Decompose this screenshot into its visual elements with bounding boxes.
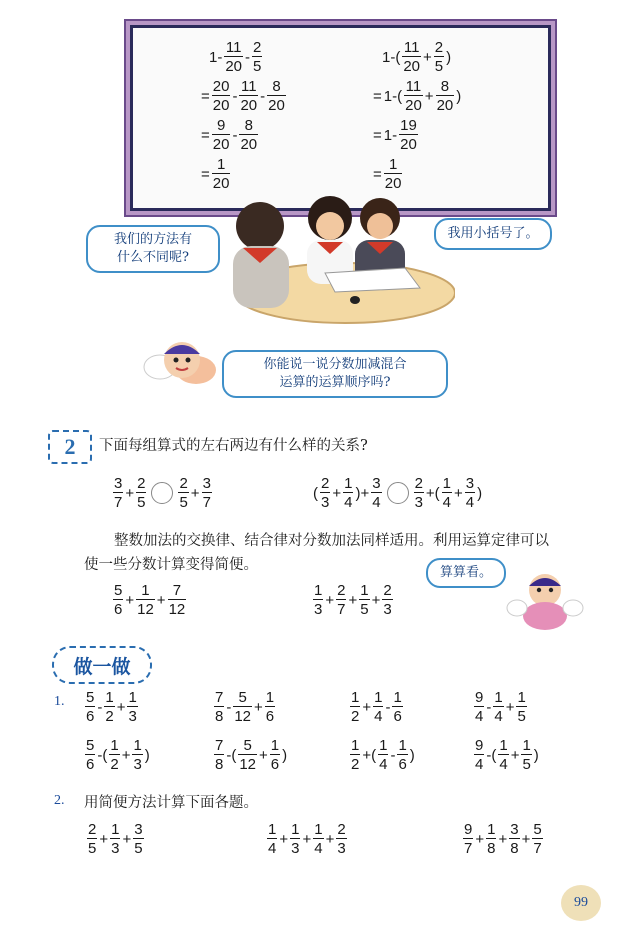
- board-left-line-2: [200, 79, 287, 113]
- numerator: 1: [133, 737, 142, 754]
- numerator: 1: [442, 475, 452, 492]
- fraction: [136, 476, 146, 510]
- operator: +: [423, 48, 432, 66]
- numerator: 1: [393, 689, 402, 706]
- compare-circle-left: [151, 482, 173, 504]
- section2-question: 下面每组算式的左右两边有什么样的关系?: [99, 438, 368, 454]
- numerator: 2: [179, 475, 188, 492]
- numerator: 1: [268, 821, 277, 838]
- fraction: [359, 583, 369, 617]
- practice-row3-expr-3: [462, 822, 544, 856]
- example-right: [312, 583, 394, 617]
- fraction: [168, 583, 187, 617]
- denominator: 4: [465, 494, 475, 511]
- denominator: 3: [133, 756, 142, 773]
- fraction: [214, 690, 224, 724]
- fraction: [509, 822, 519, 856]
- compare-left: [112, 476, 213, 510]
- numerator: 1: [314, 821, 323, 838]
- fraction: [463, 822, 473, 856]
- denominator: 20: [212, 136, 230, 153]
- numerator: 7: [215, 689, 224, 706]
- fraction: [87, 822, 97, 856]
- numerator: 5: [533, 821, 542, 838]
- numerator: 2: [414, 475, 423, 492]
- denominator: 20: [212, 175, 230, 192]
- numerator: 1: [487, 821, 496, 838]
- angel-illustration: [140, 332, 220, 404]
- students-illustration: [205, 188, 455, 328]
- operator: ): [282, 746, 288, 764]
- denominator: 4: [379, 756, 388, 773]
- numerator: 1: [270, 737, 280, 754]
- denominator: 5: [434, 58, 444, 75]
- denominator: 6: [86, 708, 95, 725]
- compare-right: [312, 476, 483, 510]
- operator: +: [116, 698, 126, 716]
- numerator: 5: [86, 689, 95, 706]
- numerator: 2: [434, 39, 444, 56]
- numerator: 1: [291, 821, 300, 838]
- numerator: 19: [400, 117, 417, 134]
- denominator: 4: [499, 756, 508, 773]
- example-left: [112, 583, 187, 617]
- operator: +: [371, 591, 381, 609]
- denominator: 4: [374, 708, 383, 725]
- denominator: 3: [337, 840, 346, 857]
- operator: -: [232, 126, 238, 144]
- denominator: 4: [442, 494, 452, 511]
- numerator: 11: [225, 39, 242, 56]
- paragraph-line-2: 使一些分数计算变得简便。: [84, 557, 258, 573]
- numerator: 1: [344, 475, 353, 492]
- denominator: 12: [168, 601, 186, 618]
- operator: +(: [425, 484, 440, 502]
- operator: +: [125, 591, 135, 609]
- fraction: [104, 690, 114, 724]
- fraction: [382, 583, 392, 617]
- practice-row2-expr-4: [473, 738, 540, 772]
- denominator: 3: [321, 494, 330, 511]
- numerator: 7: [215, 737, 224, 754]
- numerator: 3: [114, 475, 123, 492]
- denominator: 7: [464, 840, 473, 857]
- practice-title: 做一做: [52, 646, 152, 684]
- denominator: 4: [314, 840, 323, 857]
- numerator: 9: [475, 689, 484, 706]
- denominator: 4: [494, 708, 503, 725]
- operator: )+: [355, 484, 370, 502]
- operator: ): [477, 484, 483, 502]
- fraction: [350, 690, 360, 724]
- fraction: [384, 157, 403, 191]
- fraction: [521, 738, 531, 772]
- operator: -: [385, 698, 391, 716]
- fraction: [267, 79, 286, 113]
- fraction: [178, 476, 188, 510]
- denominator: 12: [137, 601, 154, 618]
- fraction: [474, 738, 484, 772]
- denominator: 20: [225, 58, 243, 75]
- numerator: 1: [265, 689, 275, 706]
- operator: +: [332, 484, 342, 502]
- denominator: 8: [487, 840, 496, 857]
- operator: +: [122, 830, 132, 848]
- fraction: [498, 738, 508, 772]
- denominator: 6: [265, 708, 275, 725]
- numerator: 2: [253, 39, 262, 56]
- operator: +: [424, 87, 434, 105]
- denominator: 20: [400, 136, 417, 153]
- operator: +: [362, 698, 372, 716]
- fraction: [532, 822, 542, 856]
- numerator: 7: [172, 582, 182, 599]
- operator: -(: [486, 746, 497, 764]
- numerator: 1: [398, 737, 407, 754]
- operator: -: [226, 698, 232, 716]
- numerator: 1: [351, 737, 360, 754]
- operator: -: [260, 87, 266, 105]
- fraction: [465, 476, 475, 510]
- fraction: [132, 738, 142, 772]
- board-left-line-3: [200, 118, 259, 152]
- operator: 1-(: [382, 48, 401, 66]
- numerator: 3: [465, 475, 475, 492]
- numerator: 1: [374, 689, 383, 706]
- numerator: 3: [134, 821, 143, 838]
- fraction: [402, 40, 421, 74]
- operator: ): [533, 746, 539, 764]
- fraction: [136, 583, 155, 617]
- denominator: 8: [215, 708, 224, 725]
- fraction: [336, 822, 346, 856]
- operator: +: [254, 698, 263, 716]
- fraction: [85, 690, 95, 724]
- denominator: 20: [403, 58, 421, 75]
- fraction: [516, 690, 526, 724]
- numerator: 1: [216, 156, 226, 173]
- practice-row1-expr-2: [213, 690, 276, 724]
- fraction: [265, 690, 275, 724]
- board-right-line-2: [372, 79, 462, 113]
- bubble-calculate: 算算看。: [426, 558, 506, 588]
- numerator: 2: [383, 582, 392, 599]
- fraction: [404, 79, 423, 113]
- operator: 1-: [383, 126, 398, 144]
- numerator: 8: [440, 78, 450, 95]
- denominator: 8: [215, 756, 224, 773]
- denominator: 4: [475, 756, 484, 773]
- fraction: [373, 690, 383, 724]
- numerator: 5: [243, 737, 252, 754]
- fraction: [414, 476, 424, 510]
- denominator: 20: [384, 175, 402, 192]
- denominator: 2: [351, 756, 360, 773]
- equals-sign: =: [373, 165, 382, 183]
- chalkboard: [130, 25, 551, 211]
- denominator: 5: [137, 494, 146, 511]
- operator: ): [409, 746, 415, 764]
- numerator: 1: [128, 689, 137, 706]
- board-left-line-1: [208, 40, 263, 74]
- board-right-line-1: [381, 40, 452, 74]
- operator: -: [97, 698, 103, 716]
- numerator: 1: [111, 821, 120, 838]
- fraction: [336, 583, 346, 617]
- example-number-badge: 2: [48, 430, 92, 464]
- fraction: [350, 738, 360, 772]
- board-right-line-3: [372, 118, 419, 152]
- numerator: 1: [141, 582, 150, 599]
- denominator: 2: [110, 756, 119, 773]
- denominator: 6: [114, 601, 123, 618]
- operator: +: [325, 591, 335, 609]
- numerator: 9: [464, 821, 473, 838]
- denominator: 2: [105, 708, 114, 725]
- denominator: 20: [240, 97, 258, 114]
- denominator: 3: [314, 601, 323, 618]
- equals-sign: =: [373, 126, 382, 144]
- numerator: 1: [314, 582, 323, 599]
- practice-row1-expr-1: [84, 690, 139, 724]
- fraction: [493, 690, 503, 724]
- operator: +(: [362, 746, 377, 764]
- denominator: 12: [239, 756, 257, 773]
- fraction: [113, 476, 123, 510]
- denominator: 5: [179, 494, 188, 511]
- operator: -: [390, 746, 396, 764]
- operator: 1-: [209, 48, 223, 66]
- denominator: 8: [510, 840, 519, 857]
- board-left-line-4: [200, 157, 231, 191]
- fraction: [313, 822, 323, 856]
- operator: ): [446, 48, 452, 66]
- numerator: 5: [86, 737, 95, 754]
- fraction: [267, 822, 277, 856]
- fraction: [399, 118, 418, 152]
- operator: +: [510, 746, 520, 764]
- practice-row2-expr-3: [349, 738, 416, 772]
- operator: -(: [226, 746, 237, 764]
- angel-calculating-illustration: [505, 568, 585, 636]
- fraction: [343, 476, 353, 510]
- fraction: [313, 583, 323, 617]
- operator: +: [454, 484, 463, 502]
- denominator: 6: [398, 756, 407, 773]
- fraction: [127, 690, 137, 724]
- denominator: 5: [360, 601, 369, 618]
- numerator: 1: [517, 689, 526, 706]
- fraction: [212, 157, 231, 191]
- numerator: 1: [494, 689, 503, 706]
- numerator: 11: [241, 78, 257, 95]
- page-number: 99: [561, 885, 601, 921]
- denominator: 3: [414, 494, 423, 511]
- board-right-line-4: [372, 157, 403, 191]
- fraction: [239, 118, 258, 152]
- equals-sign: =: [201, 126, 210, 144]
- operator: +: [121, 746, 131, 764]
- operator: -(: [97, 746, 108, 764]
- denominator: 3: [383, 601, 392, 618]
- fraction: [252, 40, 262, 74]
- operator: +: [302, 830, 312, 848]
- denominator: 5: [522, 756, 531, 773]
- numerator: 3: [372, 475, 381, 492]
- bubble-parentheses: 我用小括号了。: [434, 218, 552, 250]
- bubble-operation-order: 你能说一说分数加减混合 运算的运算顺序吗?: [222, 350, 448, 398]
- operator: +: [498, 830, 508, 848]
- operator: +: [156, 591, 166, 609]
- numerator: 2: [337, 821, 346, 838]
- denominator: 3: [291, 840, 300, 857]
- denominator: 20: [405, 97, 422, 114]
- denominator: 4: [475, 708, 484, 725]
- denominator: 7: [337, 601, 346, 618]
- numerator: 1: [522, 737, 531, 754]
- fraction: [270, 738, 280, 772]
- fraction: [233, 690, 252, 724]
- denominator: 7: [202, 494, 211, 511]
- bubble-different-methods: 我们的方法有 什么不同呢?: [86, 225, 220, 273]
- numerator: 2: [88, 821, 97, 838]
- numerator: 2: [137, 475, 146, 492]
- denominator: 20: [212, 97, 230, 114]
- compare-circle-right: [387, 482, 409, 504]
- denominator: 7: [533, 840, 542, 857]
- numerator: 11: [403, 39, 420, 56]
- denominator: 20: [240, 136, 258, 153]
- numerator: 1: [351, 689, 360, 706]
- denominator: 4: [372, 494, 381, 511]
- operator: +: [325, 830, 335, 848]
- fraction: [397, 738, 407, 772]
- numerator: 11: [405, 78, 422, 95]
- equals-sign: =: [373, 87, 382, 105]
- fraction: [371, 476, 381, 510]
- denominator: 20: [436, 97, 454, 114]
- denominator: 2: [351, 708, 360, 725]
- fraction: [486, 822, 496, 856]
- fraction: [202, 476, 212, 510]
- operator: +: [190, 484, 200, 502]
- denominator: 4: [344, 494, 353, 511]
- practice-row1-expr-4: [473, 690, 528, 724]
- numerator: 8: [244, 117, 253, 134]
- operator: +: [99, 830, 109, 848]
- denominator: 6: [270, 756, 280, 773]
- practice-row2-expr-1: [84, 738, 151, 772]
- fraction: [133, 822, 143, 856]
- operator: -: [232, 87, 238, 105]
- practice-row1-expr-3: [349, 690, 404, 724]
- operator: ): [456, 87, 462, 105]
- fraction: [442, 476, 452, 510]
- denominator: 3: [111, 840, 120, 857]
- fraction: [214, 738, 224, 772]
- numerator: 3: [510, 821, 519, 838]
- fraction: [392, 690, 402, 724]
- numerator: 1: [105, 689, 114, 706]
- equals-sign: =: [201, 87, 210, 105]
- item-1-number: 1.: [54, 694, 65, 709]
- operator: +: [259, 746, 268, 764]
- operator: (: [313, 484, 318, 502]
- denominator: 12: [234, 708, 252, 725]
- equals-sign: =: [201, 165, 210, 183]
- fraction: [109, 738, 119, 772]
- numerator: 3: [202, 475, 211, 492]
- operator: -: [245, 48, 251, 66]
- practice-row3-expr-2: [266, 822, 348, 856]
- denominator: 20: [268, 97, 285, 114]
- fraction: [85, 738, 95, 772]
- denominator: 5: [134, 840, 143, 857]
- numerator: 9: [475, 737, 484, 754]
- numerator: 2: [321, 475, 330, 492]
- fraction: [434, 40, 444, 74]
- numerator: 20: [212, 78, 230, 95]
- denominator: 5: [517, 708, 526, 725]
- fraction: [320, 476, 330, 510]
- fraction: [224, 40, 243, 74]
- numerator: 5: [238, 689, 247, 706]
- fraction: [238, 738, 257, 772]
- operator: ): [144, 746, 150, 764]
- fraction: [436, 79, 455, 113]
- denominator: 6: [86, 756, 95, 773]
- numerator: 1: [388, 156, 398, 173]
- operator: +: [348, 591, 358, 609]
- fraction: [474, 690, 484, 724]
- numerator: 9: [216, 117, 226, 134]
- numerator: 1: [379, 737, 388, 754]
- denominator: 5: [253, 58, 262, 75]
- operator: 1-(: [383, 87, 403, 105]
- operator: +: [505, 698, 515, 716]
- item-2-text: 用简便方法计算下面各题。: [84, 795, 258, 811]
- fraction: [378, 738, 388, 772]
- operator: +: [279, 830, 289, 848]
- operator: +: [125, 484, 135, 502]
- practice-row2-expr-2: [213, 738, 288, 772]
- practice-row3-expr-1: [86, 822, 145, 856]
- item-2-number: 2.: [54, 793, 65, 808]
- numerator: 1: [360, 582, 369, 599]
- numerator: 1: [499, 737, 508, 754]
- fraction: [239, 79, 258, 113]
- paragraph-line-1: 整数加法的交换律、结合律对分数加法同样适用。利用运算定律可以: [114, 533, 549, 549]
- fraction: [110, 822, 120, 856]
- denominator: 6: [393, 708, 402, 725]
- fraction: [212, 118, 231, 152]
- operator: +: [521, 830, 531, 848]
- fraction: [290, 822, 300, 856]
- numerator: 5: [114, 582, 123, 599]
- denominator: 5: [88, 840, 97, 857]
- fraction: [113, 583, 123, 617]
- denominator: 3: [128, 708, 137, 725]
- numerator: 8: [272, 78, 281, 95]
- fraction: [212, 79, 231, 113]
- operator: -: [486, 698, 492, 716]
- denominator: 7: [114, 494, 123, 511]
- numerator: 2: [337, 582, 346, 599]
- denominator: 4: [268, 840, 277, 857]
- numerator: 1: [110, 737, 119, 754]
- operator: +: [475, 830, 485, 848]
